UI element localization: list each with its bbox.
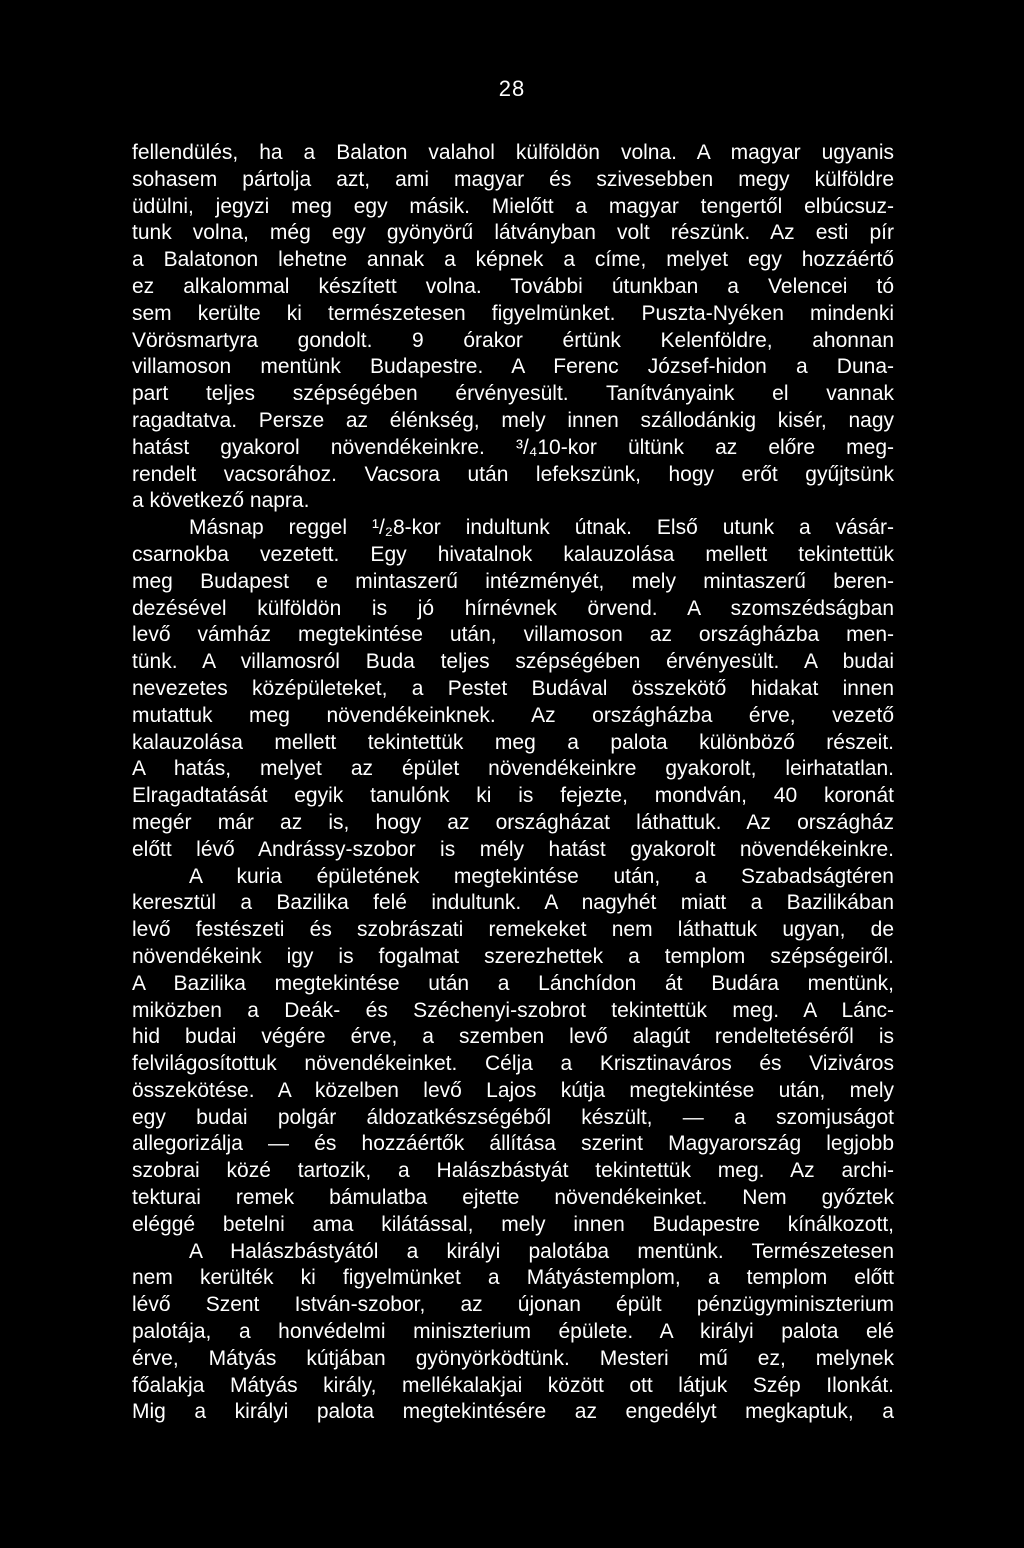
- text-line: előtt lévő Andrássy-szobor is mély hatást gyakorolt növendékeinkre.: [132, 837, 894, 861]
- text-line: Mig a királyi palota megtekintésére az engedélyt megkaptuk, a: [132, 1400, 894, 1424]
- text-line: tunk volna, még egy gyönyörű látványban volt részünk. Az esti pír: [132, 221, 894, 245]
- text-line: összekötése. A közelben levő Lajos kútja megtekintése után, mely: [132, 1078, 894, 1102]
- text-line: meg Budapest e mintaszerű intézményét, mely mintaszerű beren-: [132, 569, 894, 593]
- text-line: hatást gyakorol növendékeinkre. ³/₄10-kor ültünk az előre meg-: [132, 435, 894, 459]
- body-text: [132, 140, 894, 1426]
- text-line: tünk. A villamosról Buda teljes szépségében érvényesült. A budai: [132, 650, 894, 674]
- text-line: ez alkalommal készített volna. További útunkban a Velencei tó: [132, 274, 894, 298]
- text-line: palotája, a honvédelmi miniszterium épülete. A királyi palota elé: [132, 1320, 894, 1344]
- text-line: part teljes szépségében érvényesült. Tanítványaink el vannak: [132, 382, 894, 406]
- text-line: villamoson mentünk Budapestre. A Ferenc József-hidon a Duna-: [132, 355, 894, 379]
- text-line: fellendülés, ha a Balaton valahol külföldön volna. A magyar ugyanis: [132, 141, 894, 164]
- text-line: rendelt vacsorához. Vacsora után lefekszünk, hogy erőt gyűjtsünk: [132, 462, 894, 486]
- text-line: a következő napra.: [132, 489, 310, 513]
- text-line: allegorizálja — és hozzáértők állítása szerint Magyarország legjobb: [132, 1132, 894, 1156]
- text-line: A kuria épületének megtekintése után, a Szabadságtéren: [189, 864, 894, 888]
- text-line: sem kerülte ki természetesen figyelmünket. Puszta-Nyéken mindenki: [132, 301, 894, 325]
- text-line: Vörösmartyra gondolt. 9 órakor értünk Kelenföldre, ahonnan: [132, 328, 894, 352]
- text-line: szobrai közé tartozik, a Halászbástyát tekintettük meg. Az archi-: [132, 1159, 894, 1183]
- text-line: csarnokba vezetett. Egy hivatalnok kalauzolása mellett tekintettük: [132, 542, 894, 566]
- text-line: főalakja Mátyás király, mellékalakjai között ott látjuk Szép Ilonkát.: [132, 1373, 894, 1397]
- text-line: eléggé betelni ama kilátással, mely innen Budapestre kínálkozott,: [132, 1212, 894, 1236]
- text-line: Elragadtatását egyik tanulónk ki is fejezte, mondván, 40 koronát: [132, 784, 894, 808]
- text-line: dezésével külföldön is jó hírnévnek örvend. A szomszédságban: [132, 596, 894, 620]
- text-line: keresztül a Bazilika felé indultunk. A nagyhét miatt a Bazilikában: [132, 891, 894, 915]
- text-line: mutattuk meg növendékeinknek. Az országházba érve, vezető: [132, 703, 894, 727]
- text-line: nevezetes középületeket, a Pestet Budával összekötő hidakat innen: [132, 676, 894, 700]
- text-line: a Balatonon lehetne annak a képnek a címe, melyet egy hozzáértő: [132, 248, 894, 272]
- text-line: tekturai remek bámulatba ejtette növendékeinket. Nem győztek: [132, 1186, 894, 1210]
- text-line: A Bazilika megtekintése után a Lánchídon át Budára mentünk,: [132, 971, 894, 995]
- text-line: lévő Szent István-szobor, az újonan épült pénzügyminiszterium: [132, 1293, 894, 1317]
- text-line: miközben a Deák- és Széchenyi-szobrot tekintettük meg. A Lánc-: [132, 998, 894, 1022]
- text-line: Másnap reggel ¹/₂8-kor indultunk útnak. Első utunk a vásár-: [189, 516, 894, 540]
- text-line: sohasem pártolja azt, ami magyar és szivesebben megy külföldre: [132, 167, 894, 191]
- text-line: egy budai polgár áldozatkészségéből készült, — a szomjuságot: [132, 1105, 894, 1129]
- page-number: 28: [498, 76, 526, 101]
- text-line: hid budai végére érve, a szemben levő alagút rendeltetéséről is: [132, 1025, 894, 1049]
- text-line: ragadtatva. Persze az élénkség, mely innen szállodánkig kisér, nagy: [132, 408, 894, 432]
- text-line: felvilágosítottuk növendékeinket. Célja a Krisztinaváros és Viziváros: [132, 1052, 894, 1076]
- text-line: levő festészeti és szobrászati remekeket nem láthattuk ugyan, de: [132, 918, 894, 942]
- text-line: A Halászbástyától a királyi palotába mentünk. Természetesen: [189, 1239, 894, 1263]
- text-line: kalauzolása mellett tekintettük meg a palota különböző részeit.: [132, 730, 894, 754]
- text-line: üdülni, jegyzi meg egy másik. Mielőtt a magyar tengertől elbúcsuz-: [132, 194, 894, 218]
- text-line: növendékeink igy is fogalmat szerezhettek a templom szépségeiről.: [132, 944, 894, 968]
- text-line: érve, Mátyás kútjában gyönyörködtünk. Mesteri mű ez, melynek: [132, 1346, 894, 1370]
- text-line: nem kerülték ki figyelmünket a Mátyástemplom, a templom előtt: [132, 1266, 894, 1290]
- text-line: megér már az is, hogy az országházat láthattuk. Az országház: [132, 810, 894, 834]
- text-line: levő vámház megtekintése után, villamoson az országházba men-: [132, 623, 894, 647]
- text-line: A hatás, melyet az épület növendékeinkre gyakorolt, leirhatatlan.: [132, 757, 894, 781]
